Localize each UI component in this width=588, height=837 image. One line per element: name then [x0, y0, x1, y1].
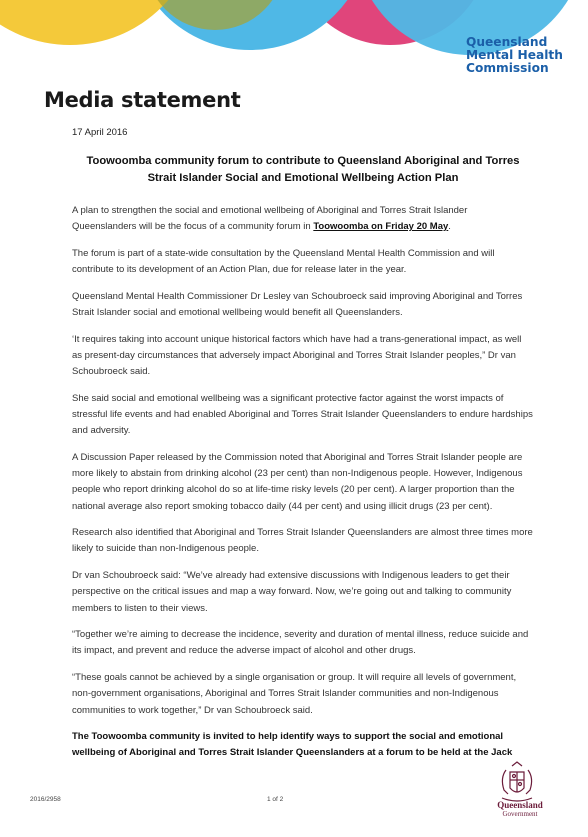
logo-line-1: Queensland [466, 35, 548, 49]
logo-line-2: Mental Health [466, 48, 563, 62]
paragraph-6: A Discussion Paper released by the Commission noted that Aboriginal and Torres Strait Islander people are more likely to abstain from drinking alcohol (23 per cent) than non-Indigenous people. However, Indigenous people who report drinking alcohol do so at life-time risky levels (20 per cent). A larger proportion than the national average also report smoking tobacco daily (44 per cent) and using illicit drugs (23 per cent). [72, 451, 523, 512]
paragraph-5: She said social and emotional wellbeing was a significant protective factor against the worst impacts of stressful life events and had enabled Aboriginal and Torres Strait Islander Queenslanders to endure hardships and adversity. [72, 392, 533, 437]
queensland-government-logo [490, 800, 550, 818]
forum-date-emphasis: Toowoomba on Friday 20 May [313, 221, 449, 233]
paragraph-3: Queensland Mental Health Commissioner Dr Lesley van Schoubroeck said improving Aboriginal and Torres Strait Islander social and emotional wellbeing would benefit all Queenslanders. [72, 290, 523, 319]
paragraph-7: Research also identified that Aboriginal and Torres Strait Islander Queenslanders are almost three times more likely to suicide than non-Indigenous people. [72, 527, 533, 555]
paragraph-10: “These goals cannot be achieved by a single organisation or group. It will require all levels of government, non-government organisations, Aboriginal and Torres Strait Islander communities and non-Indigenous communities to work together,” Dr van Schoubroeck said. [72, 672, 517, 716]
govt-sub: Government [502, 810, 538, 818]
statement-date: 17 April 2016 [72, 127, 128, 138]
page-heading: Media statement [44, 88, 241, 112]
statement-body [72, 203, 534, 772]
paragraph-1: A plan to strengthen the social and emotional wellbeing of Aboriginal and Torres Strait Islander Queenslanders will be the focus of a community forum in Toowoomba on Friday 20 May. [72, 205, 468, 233]
document-reference: 2016/2958 [30, 796, 61, 803]
govt-name: Queensland [497, 800, 543, 810]
page-number: 1 of 2 [267, 796, 284, 803]
logo-line-3: Commission [466, 61, 549, 75]
paragraph-2: The forum is part of a state-wide consultation by the Queensland Mental Health Commission and will contribute to its development of an Action Plan, due for release later in the year. [72, 247, 495, 276]
statement-title: Toowoomba community forum to contribute to Queensland Aboriginal and Torres Strait Islander Social and Emotional Wellbeing Action Plan [86, 155, 520, 184]
paragraph-8: Dr van Schoubroeck said: “We’ve already had extensive discussions with Indigenous leaders to get their perspective on the critical issues and map a way forward. Now, we’re going out and talking to community members to listen to their views. [72, 570, 512, 614]
paragraph-4: ‘It requires taking into account unique historical factors which have had a trans-generational impact, as well as present-day circumstances that adversely impact Aboriginal and Torres Strait Islander peoples,” Dr van Schoubroeck said. [72, 333, 522, 378]
closing-paragraph: The Toowoomba community is invited to help identify ways to support the social and emotional wellbeing of Aboriginal and Torres Strait Islander Queenslanders at a forum to be held at the Jack [72, 731, 513, 759]
paragraph-9: “Together we’re aiming to decrease the incidence, severity and duration of mental illness, reduce suicide and its impact, and prevent and reduce the adverse impact of alcohol and other drugs. [72, 629, 529, 657]
commission-logo [466, 36, 576, 75]
